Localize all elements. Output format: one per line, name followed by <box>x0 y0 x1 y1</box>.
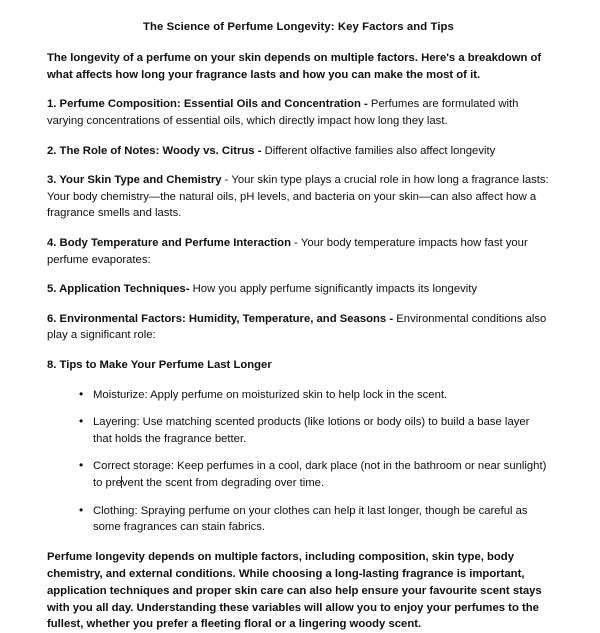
section-paragraph-6 <box>47 311 550 344</box>
section-heading-2: 2. The Role of Notes: Woody vs. Citrus - <box>47 144 262 157</box>
section-heading-1: 1. Perfume Composition: Essential Oils and Concentration - <box>47 98 368 111</box>
closing-paragraph: Perfume longevity depends on multiple factors, including composition, skin type, body chemistry, and external conditions. While choosing a long-lasting fragrance is important, application techniques and proper skin care can also help ensure your favourite scent stays with you all day. Understanding these variables will allow you to enjoy your perfumes to the fullest, whether you prefer a fleeting floral or a lingering woody scent. <box>47 550 542 631</box>
list-item: • Clothing: Spraying perfume on your clothes can help it last longer, though be careful as some fragrances can stain fabrics. <box>79 503 550 536</box>
tips-list <box>47 387 550 536</box>
section-heading-5: 5. Application Techniques- <box>47 283 190 296</box>
section-heading-3: 3. Your Skin Type and Chemistry <box>47 174 222 187</box>
section-heading-4: 4. Body Temperature and Perfume Interaction <box>47 237 291 249</box>
section-body-3: - Your skin type plays a crucial role in how long a fragrance lasts: Your body chemistry—the natural oils, pH levels, and bacteria on your skin—can also affect how a fragrance smells and lasts. <box>47 174 549 220</box>
intro-paragraph: The longevity of a perfume on your skin depends on multiple factors. Here's a breakdown of what affects how long your fragrance lasts and how you can make the most of it. <box>47 52 542 81</box>
section-paragraph-4 <box>47 235 550 268</box>
text-cursor-caret <box>121 476 122 488</box>
section-heading-6: 6. Environmental Factors: Humidity, Temperature, and Seasons - <box>47 312 394 325</box>
section-paragraph-1 <box>47 96 550 129</box>
page-title: The Science of Perfume Longevity: Key Factors and Tips <box>143 21 454 33</box>
section-body-1: Perfumes are formulated with varying concentrations of essential oils, which directly impact how long they last. <box>47 98 519 128</box>
list-item <box>79 458 550 491</box>
section-body-2: Different olfactive families also affect longevity <box>261 144 496 157</box>
section-body-6: Environmental conditions also play a significant role: <box>47 312 547 342</box>
section-body-5: How you apply perfume significantly impacts its longevity <box>189 283 478 296</box>
list-item: • Moisturize: Apply perfume on moisturized skin to help lock in the scent. <box>79 387 550 404</box>
section-paragraph-5 <box>47 281 550 298</box>
list-item-text-3: Correct storage: Keep perfumes in a cool, dark place (not in the bathroom or near sunlight) to prevent the scent from degrading over time. <box>93 460 547 489</box>
section-paragraph-2 <box>47 143 550 160</box>
list-item: • Layering: Use matching scented products (like lotions or body oils) to build a base layer that holds the fragrance better. <box>79 414 550 447</box>
section-paragraph-3 <box>47 172 550 222</box>
section-body-4: - Your body temperature impacts how fast your perfume evaporates: <box>47 237 528 266</box>
tips-heading: 8. Tips to Make Your Perfume Last Longer <box>47 358 272 371</box>
